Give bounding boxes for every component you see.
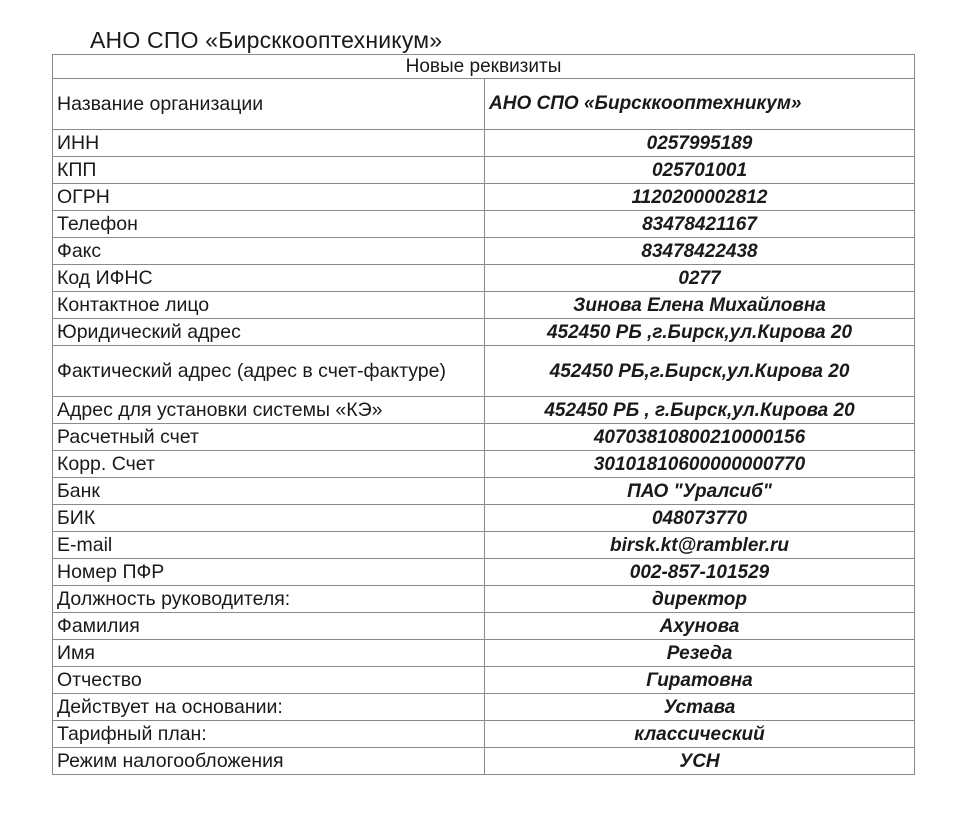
table-row (53, 613, 915, 640)
table-row (53, 721, 915, 748)
table-row (53, 319, 915, 346)
table-row (53, 265, 915, 292)
row-value-first-name: Резеда (485, 640, 915, 667)
row-label-email: E-mail (53, 532, 485, 559)
row-value-legal-address: 452450 РБ ,г.Бирск,ул.Кирова 20 (485, 319, 915, 346)
row-value-acts-on-basis: Устава (485, 694, 915, 721)
row-value-actual-address: 452450 РБ,г.Бирск,ул.Кирова 20 (485, 346, 915, 397)
table-row (53, 451, 915, 478)
row-label-phone: Телефон (53, 211, 485, 238)
row-value-fax: 83478422438 (485, 238, 915, 265)
row-value-phone: 83478421167 (485, 211, 915, 238)
row-value-email: birsk.kt@rambler.ru (485, 532, 915, 559)
table-row (53, 346, 915, 397)
table-row (53, 79, 915, 130)
row-label-ifns-code: Код ИФНС (53, 265, 485, 292)
row-label-corr-account: Корр. Счет (53, 451, 485, 478)
row-label-ogrn: ОГРН (53, 184, 485, 211)
table-row (53, 586, 915, 613)
row-value-settlement-account: 40703810800210000156 (485, 424, 915, 451)
row-label-acts-on-basis: Действует на основании: (53, 694, 485, 721)
row-label-org-name: Название организации (53, 79, 485, 130)
row-value-tariff-plan: классический (485, 721, 915, 748)
row-label-legal-address: Юридический адрес (53, 319, 485, 346)
row-value-bik: 048073770 (485, 505, 915, 532)
row-value-install-address: 452450 РБ , г.Бирск,ул.Кирова 20 (485, 397, 915, 424)
row-label-bank: Банк (53, 478, 485, 505)
row-value-org-name: АНО СПО «Бирсккооптехникум» (485, 79, 915, 130)
row-value-contact-person: Зинова Елена Михайловна (485, 292, 915, 319)
row-label-tariff-plan: Тарифный план: (53, 721, 485, 748)
requisites-table (52, 54, 915, 775)
row-label-kpp: КПП (53, 157, 485, 184)
requisites-table-body (53, 55, 915, 775)
row-label-tax-regime: Режим налогообложения (53, 748, 485, 775)
row-value-surname: Ахунова (485, 613, 915, 640)
row-label-settlement-account: Расчетный счет (53, 424, 485, 451)
row-value-bank: ПАО "Уралсиб" (485, 478, 915, 505)
row-label-patronymic: Отчество (53, 667, 485, 694)
row-label-fax: Факс (53, 238, 485, 265)
row-value-inn: 0257995189 (485, 130, 915, 157)
document-title: АНО СПО «Бирсккооптехникум» (90, 27, 443, 53)
table-row (53, 397, 915, 424)
row-value-ifns-code: 0277 (485, 265, 915, 292)
row-value-ogrn: 1120200002812 (485, 184, 915, 211)
row-value-pfr-number: 002-857-101529 (485, 559, 915, 586)
table-header-row (53, 55, 915, 79)
table-row (53, 292, 915, 319)
row-value-head-position: директор (485, 586, 915, 613)
row-label-bik: БИК (53, 505, 485, 532)
row-label-install-address: Адрес для установки системы «КЭ» (53, 397, 485, 424)
table-row (53, 130, 915, 157)
table-row (53, 424, 915, 451)
table-row (53, 532, 915, 559)
table-row (53, 478, 915, 505)
table-row (53, 505, 915, 532)
table-row (53, 211, 915, 238)
row-label-pfr-number: Номер ПФР (53, 559, 485, 586)
row-label-head-position: Должность руководителя: (53, 586, 485, 613)
row-label-actual-address: Фактический адрес (адрес в счет-фактуре) (53, 346, 485, 397)
table-row (53, 238, 915, 265)
row-label-inn: ИНН (53, 130, 485, 157)
row-value-tax-regime: УСН (485, 748, 915, 775)
table-row (53, 184, 915, 211)
row-value-corr-account: 30101810600000000770 (485, 451, 915, 478)
table-row (53, 667, 915, 694)
row-label-contact-person: Контактное лицо (53, 292, 485, 319)
row-label-surname: Фамилия (53, 613, 485, 640)
row-value-kpp: 025701001 (485, 157, 915, 184)
table-header: Новые реквизиты (53, 55, 915, 79)
table-row (53, 694, 915, 721)
table-row (53, 157, 915, 184)
table-row (53, 748, 915, 775)
row-label-first-name: Имя (53, 640, 485, 667)
table-row (53, 559, 915, 586)
row-value-patronymic: Гиратовна (485, 667, 915, 694)
table-row (53, 640, 915, 667)
